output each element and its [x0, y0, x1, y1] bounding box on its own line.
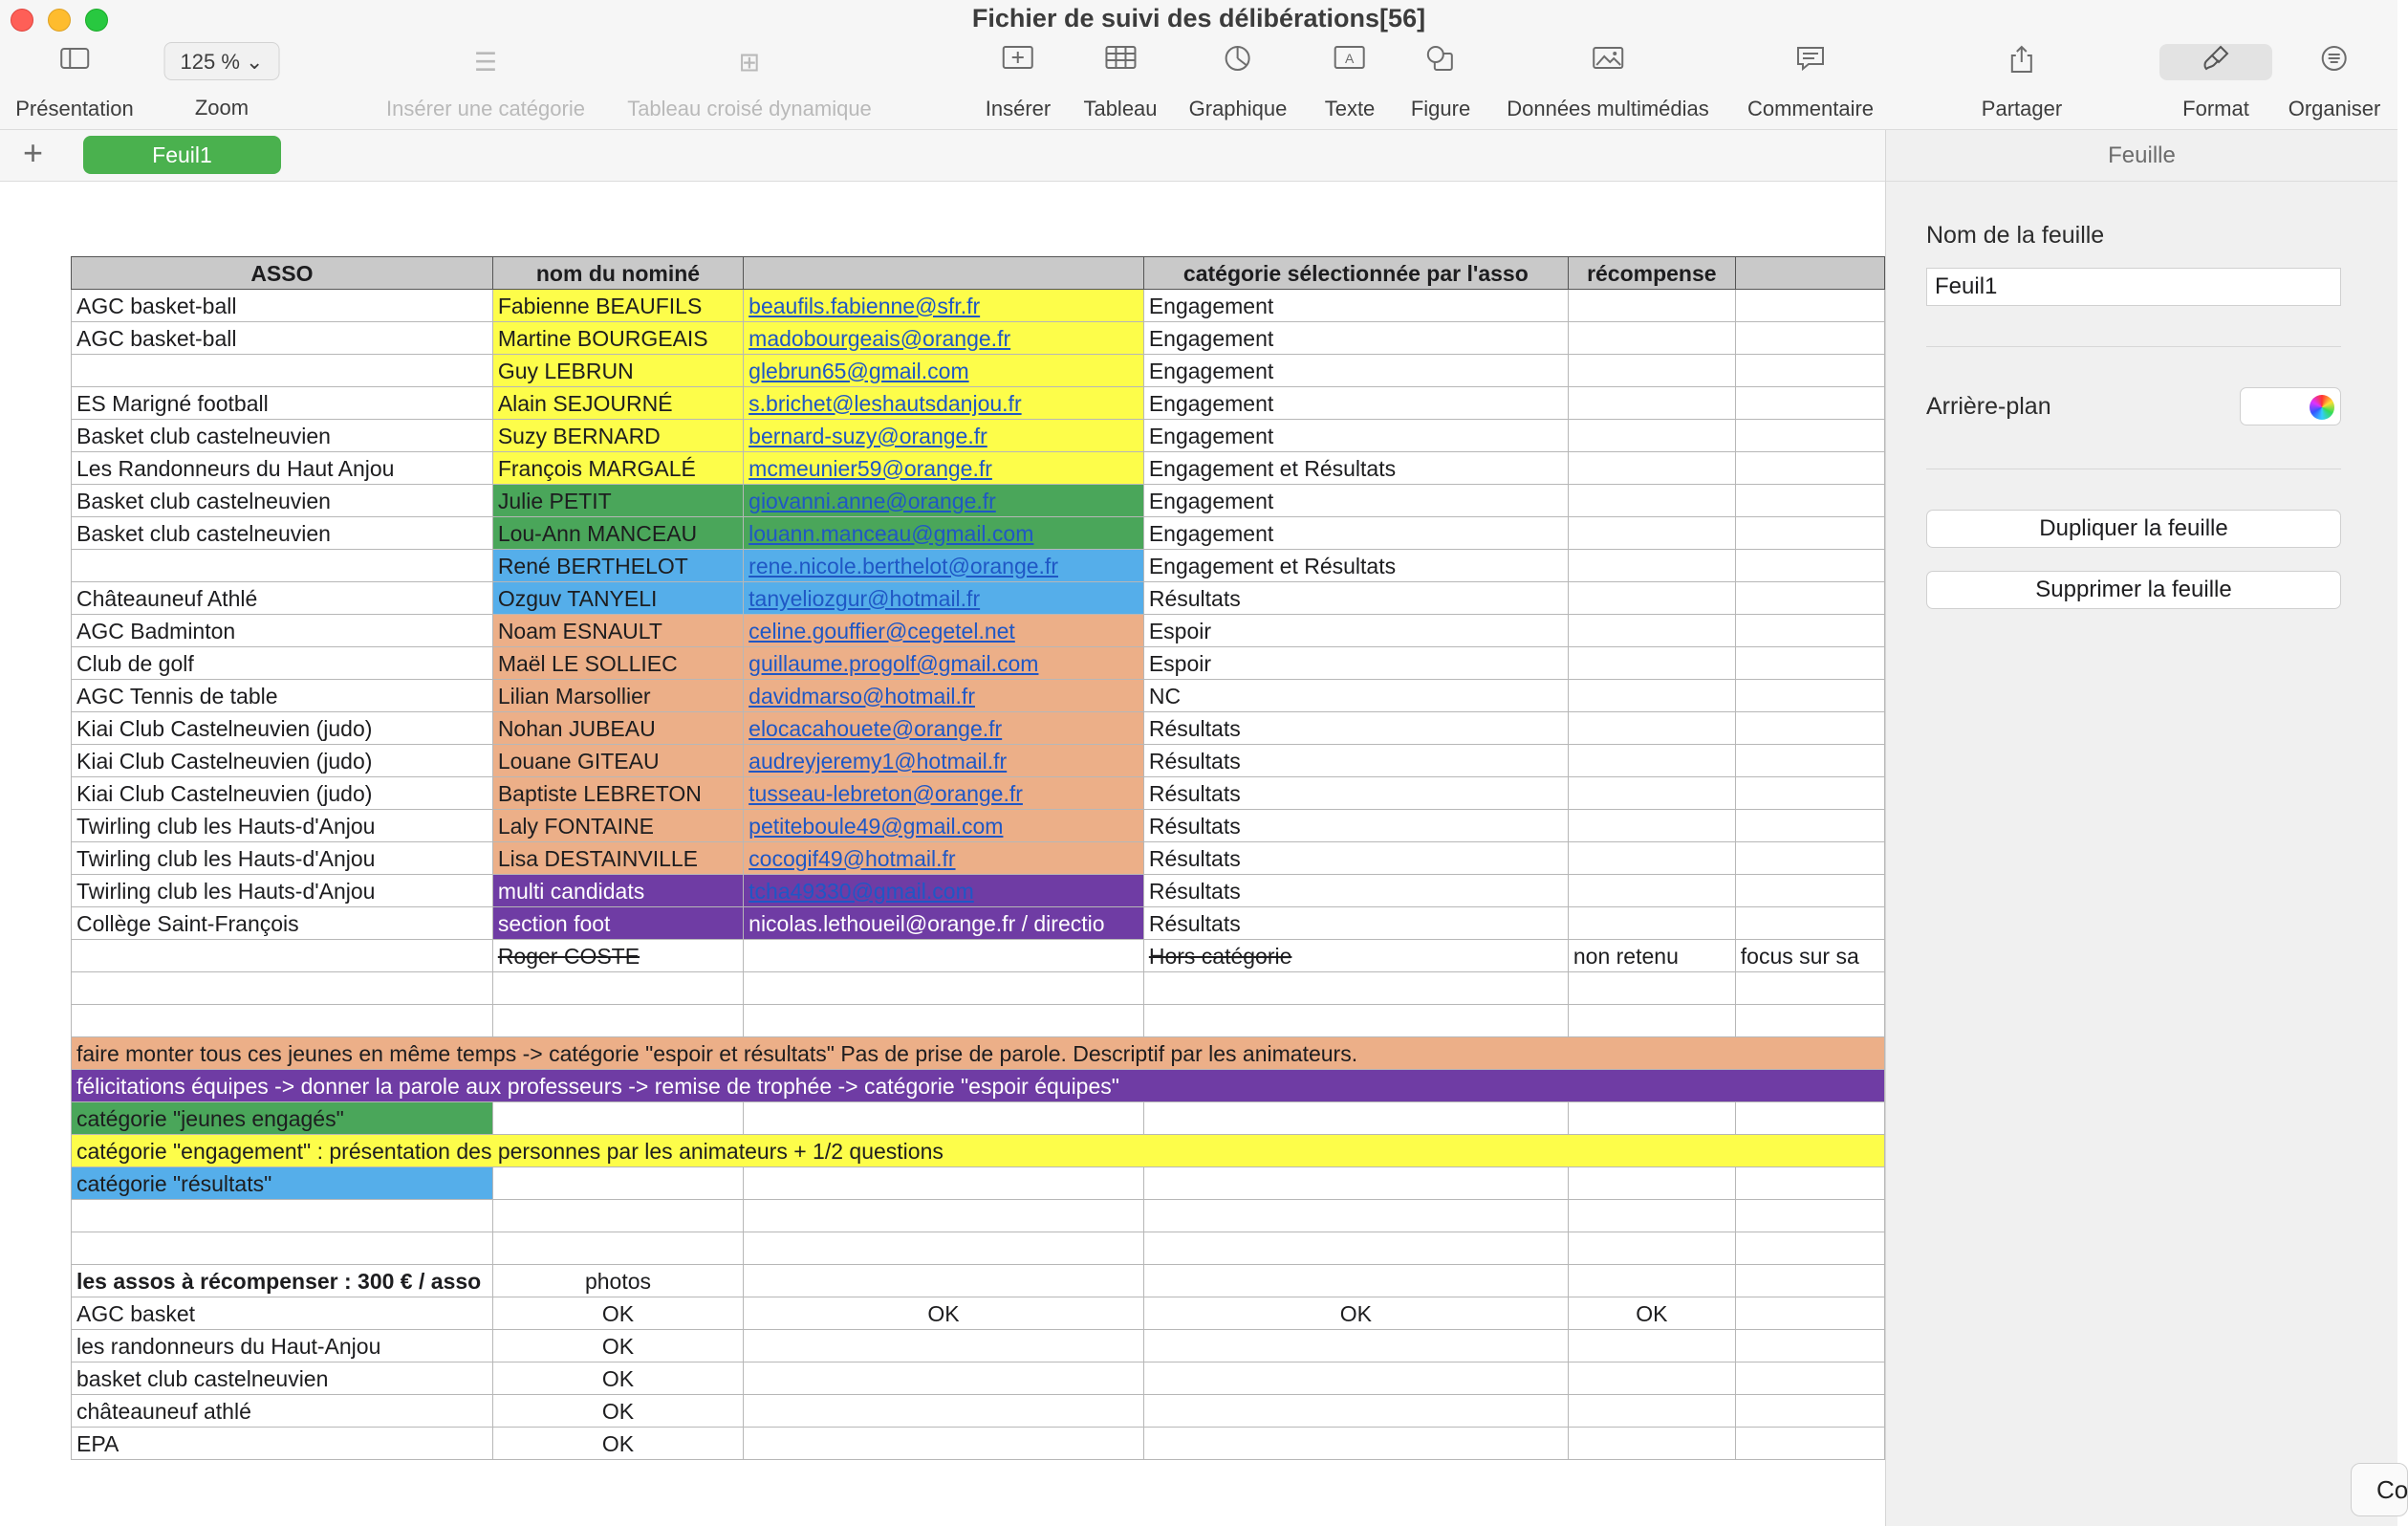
header-cell[interactable] — [1735, 257, 1884, 290]
extra-cell[interactable]: focus sur sa — [1735, 940, 1884, 972]
reward-cell[interactable] — [1568, 875, 1735, 907]
reward-cell[interactable] — [1568, 420, 1735, 452]
empty-cell[interactable] — [1735, 1330, 1884, 1362]
table-row — [72, 680, 1885, 712]
reward-status-cell[interactable] — [1143, 1330, 1568, 1362]
nominee-cell[interactable]: Laly FONTAINE — [492, 810, 743, 842]
empty-cell[interactable] — [492, 1232, 743, 1265]
email-cell[interactable]: mcmeunier59@orange.fr — [744, 452, 1144, 485]
reward-cell[interactable] — [1568, 550, 1735, 582]
table-row — [72, 712, 1885, 745]
email-cell[interactable]: audreyjeremy1@hotmail.fr — [744, 745, 1144, 777]
reward-status-cell[interactable] — [744, 1330, 1144, 1362]
empty-cell[interactable] — [1568, 1005, 1735, 1037]
extra-cell[interactable] — [1735, 550, 1884, 582]
table-row — [72, 907, 1885, 940]
reward-status-cell[interactable]: OK — [492, 1297, 743, 1330]
paintbrush-icon — [2159, 44, 2272, 80]
asso-cell[interactable]: Collège Saint-François — [72, 907, 493, 940]
background-color-well[interactable] — [2240, 387, 2341, 425]
asso-cell[interactable]: AGC basket-ball — [72, 290, 493, 322]
empty-cell[interactable] — [492, 972, 743, 1005]
table-row — [72, 842, 1885, 875]
nominee-cell[interactable]: Nohan JUBEAU — [492, 712, 743, 745]
reward-cell[interactable] — [1568, 517, 1735, 550]
extra-cell[interactable] — [1735, 745, 1884, 777]
legend-row — [72, 1037, 1885, 1070]
nominee-cell[interactable]: Julie PETIT — [492, 485, 743, 517]
empty-cell[interactable] — [1568, 1232, 1735, 1265]
image-icon — [1507, 44, 1709, 80]
reward-cell[interactable] — [1568, 777, 1735, 810]
reward-status-cell[interactable] — [1143, 1395, 1568, 1428]
extra-cell[interactable] — [1735, 680, 1884, 712]
empty-cell[interactable] — [744, 1200, 1144, 1232]
reward-status-cell[interactable] — [744, 1362, 1144, 1395]
asso-cell[interactable] — [72, 550, 493, 582]
nominee-cell[interactable]: Fabienne BEAUFILS — [492, 290, 743, 322]
empty-cell[interactable] — [72, 972, 493, 1005]
asso-cell[interactable]: Twirling club les Hauts-d'Anjou — [72, 810, 493, 842]
email-cell[interactable]: s.brichet@leshautsdanjou.fr — [744, 387, 1144, 420]
table-row — [72, 517, 1885, 550]
asso-cell[interactable] — [72, 940, 493, 972]
empty-cell[interactable] — [744, 972, 1144, 1005]
corner-button[interactable]: Co — [2351, 1463, 2408, 1516]
comment-icon — [1747, 44, 1874, 80]
legend-cell[interactable]: catégorie "engagement" : présentation des personnes par les animateurs + 1/2 questions — [72, 1135, 1885, 1167]
empty-cell[interactable] — [1568, 1167, 1735, 1200]
extra-cell[interactable] — [1735, 322, 1884, 355]
header-cell[interactable]: ASSO — [72, 257, 493, 290]
asso-cell[interactable]: Châteauneuf Athlé — [72, 582, 493, 615]
empty-row — [72, 972, 1885, 1005]
empty-cell[interactable] — [1735, 1362, 1884, 1395]
chart-icon — [1189, 44, 1288, 80]
share-icon — [1982, 44, 2062, 80]
email-cell[interactable]: glebrun65@gmail.com — [744, 355, 1144, 387]
table-row — [72, 420, 1885, 452]
extra-cell[interactable] — [1735, 842, 1884, 875]
category-cell[interactable]: Résultats — [1143, 810, 1568, 842]
empty-cell[interactable] — [72, 1200, 493, 1232]
reward-asso-cell[interactable]: châteauneuf athlé — [72, 1395, 493, 1428]
header-cell[interactable]: nom du nominé — [492, 257, 743, 290]
reward-asso-cell[interactable]: les randonneurs du Haut-Anjou — [72, 1330, 493, 1362]
nominee-cell[interactable]: Lisa DESTAINVILLE — [492, 842, 743, 875]
window-title: Fichier de suivi des délibérations[56] — [971, 4, 1426, 33]
reward-cell[interactable] — [1568, 322, 1735, 355]
extra-cell[interactable] — [1735, 810, 1884, 842]
reward-row — [72, 1297, 1885, 1330]
chevron-down-icon: ⌄ — [246, 50, 264, 74]
category-cell[interactable]: Résultats — [1143, 842, 1568, 875]
legend-cell[interactable]: catégorie "jeunes engagés" — [72, 1102, 493, 1135]
nominee-cell[interactable]: Louane GITEAU — [492, 745, 743, 777]
category-cell[interactable]: Engagement — [1143, 355, 1568, 387]
email-cell[interactable]: tcha49330@gmail.com — [744, 875, 1144, 907]
table-row — [72, 485, 1885, 517]
reward-cell[interactable] — [1568, 355, 1735, 387]
empty-cell[interactable] — [1143, 1102, 1568, 1135]
reward-status-cell[interactable]: OK — [1568, 1297, 1735, 1330]
category-cell[interactable]: Engagement — [1143, 387, 1568, 420]
category-cell[interactable]: Engagement — [1143, 517, 1568, 550]
legend-row — [72, 1135, 1885, 1167]
extra-cell[interactable] — [1735, 420, 1884, 452]
table-row — [72, 777, 1885, 810]
sheet-name-field[interactable] — [1926, 268, 2341, 306]
empty-cell[interactable] — [1735, 1167, 1884, 1200]
table-row — [72, 745, 1885, 777]
table-button[interactable]: Tableau — [1083, 44, 1157, 121]
extra-cell[interactable] — [1735, 907, 1884, 940]
empty-cell[interactable] — [492, 1005, 743, 1037]
legend-cell[interactable]: faire monter tous ces jeunes en même temps -> catégorie "espoir et résultats" Pas de prise de parole. Descriptif par les animateurs. — [72, 1037, 1885, 1070]
email-cell[interactable] — [744, 940, 1144, 972]
reward-status-cell[interactable] — [1143, 1428, 1568, 1460]
reward-cell[interactable] — [1568, 842, 1735, 875]
presentation-button[interactable]: Présentation — [15, 44, 134, 121]
table-row — [72, 355, 1885, 387]
asso-cell[interactable]: Basket club castelneuvien — [72, 420, 493, 452]
sheet-canvas — [0, 182, 1885, 1526]
empty-cell[interactable] — [744, 1102, 1144, 1135]
reward-status-cell[interactable] — [744, 1428, 1144, 1460]
empty-cell[interactable] — [1735, 1265, 1884, 1297]
empty-cell[interactable] — [492, 1167, 743, 1200]
empty-row — [72, 1232, 1885, 1265]
reward-status-cell[interactable]: OK — [492, 1362, 743, 1395]
empty-cell[interactable] — [1143, 1167, 1568, 1200]
extra-cell[interactable] — [1735, 485, 1884, 517]
table-row — [72, 387, 1885, 420]
reward-cell[interactable] — [1568, 745, 1735, 777]
legend-cell[interactable]: catégorie "résultats" — [72, 1167, 493, 1200]
asso-cell[interactable]: Les Randonneurs du Haut Anjou — [72, 452, 493, 485]
email-cell[interactable]: louann.manceau@gmail.com — [744, 517, 1144, 550]
divider — [1926, 346, 2341, 347]
asso-cell[interactable]: Kiai Club Castelneuvien (judo) — [72, 745, 493, 777]
nominee-cell[interactable]: Noam ESNAULT — [492, 615, 743, 647]
empty-cell[interactable] — [744, 1232, 1144, 1265]
shape-button[interactable]: Figure — [1411, 44, 1470, 121]
category-cell[interactable]: Hors catégorie — [1143, 940, 1568, 972]
asso-cell[interactable]: ES Marigné football — [72, 387, 493, 420]
table-row — [72, 810, 1885, 842]
email-cell[interactable]: davidmarso@hotmail.fr — [744, 680, 1144, 712]
extra-cell[interactable] — [1735, 582, 1884, 615]
extra-cell[interactable] — [1735, 355, 1884, 387]
email-cell[interactable]: tanyeliozgur@hotmail.fr — [744, 582, 1144, 615]
table-row — [72, 875, 1885, 907]
category-cell[interactable]: Engagement — [1143, 322, 1568, 355]
empty-cell[interactable] — [744, 1167, 1144, 1200]
table-row — [72, 290, 1885, 322]
empty-cell[interactable] — [1735, 1200, 1884, 1232]
empty-cell[interactable] — [1735, 1297, 1884, 1330]
media-button[interactable]: Données multimédias — [1507, 44, 1709, 121]
rewards-header-row — [72, 1265, 1885, 1297]
legend-row — [72, 1102, 1885, 1135]
empty-cell[interactable] — [1143, 1005, 1568, 1037]
format-inspector — [1885, 130, 2408, 1526]
empty-cell[interactable] — [1568, 1265, 1735, 1297]
category-cell[interactable]: Résultats — [1143, 777, 1568, 810]
nominee-cell[interactable]: section foot — [492, 907, 743, 940]
category-cell[interactable]: Engagement — [1143, 420, 1568, 452]
reward-asso-cell[interactable]: basket club castelneuvien — [72, 1362, 493, 1395]
share-button[interactable]: Partager — [1982, 44, 2062, 121]
category-cell[interactable]: Engagement — [1143, 485, 1568, 517]
category-cell[interactable]: Espoir — [1143, 647, 1568, 680]
email-cell[interactable]: giovanni.anne@orange.fr — [744, 485, 1144, 517]
reward-status-cell[interactable] — [744, 1395, 1144, 1428]
asso-cell[interactable]: Club de golf — [72, 647, 493, 680]
table-row — [72, 550, 1885, 582]
reward-cell[interactable] — [1568, 712, 1735, 745]
empty-cell[interactable] — [744, 1005, 1144, 1037]
text-box-icon — [1325, 44, 1376, 80]
nominee-cell[interactable]: Suzy BERNARD — [492, 420, 743, 452]
empty-cell[interactable] — [1568, 1200, 1735, 1232]
toolbar — [0, 0, 2397, 130]
category-cell[interactable]: Engagement et Résultats — [1143, 550, 1568, 582]
organize-icon — [2289, 44, 2381, 80]
category-cell[interactable]: Résultats — [1143, 875, 1568, 907]
nominee-cell[interactable]: François MARGALÉ — [492, 452, 743, 485]
reward-status-cell[interactable] — [1568, 1428, 1735, 1460]
chart-button[interactable]: Graphique — [1189, 44, 1288, 121]
empty-cell[interactable] — [1143, 1232, 1568, 1265]
asso-cell[interactable]: AGC Tennis de table — [72, 680, 493, 712]
reward-cell[interactable] — [1568, 907, 1735, 940]
insert-category-button[interactable]: ☰ Insérer une catégorie — [386, 44, 585, 121]
header-cell[interactable]: catégorie sélectionnée par l'asso — [1143, 257, 1568, 290]
empty-cell[interactable] — [1143, 1200, 1568, 1232]
reward-cell[interactable] — [1568, 647, 1735, 680]
empty-row — [72, 1200, 1885, 1232]
reward-cell[interactable] — [1568, 452, 1735, 485]
reward-cell[interactable] — [1568, 387, 1735, 420]
extra-cell[interactable] — [1735, 517, 1884, 550]
empty-cell[interactable] — [1735, 972, 1884, 1005]
insert-button[interactable]: Insérer — [986, 44, 1051, 121]
reward-row — [72, 1428, 1885, 1460]
reward-status-cell[interactable]: OK — [492, 1395, 743, 1428]
empty-cell[interactable] — [1143, 972, 1568, 1005]
nominee-cell[interactable]: Ozguv TANYELI — [492, 582, 743, 615]
nominee-cell[interactable]: Martine BOURGEAIS — [492, 322, 743, 355]
asso-cell[interactable]: Kiai Club Castelneuvien (judo) — [72, 712, 493, 745]
duplicate-sheet-button[interactable]: Dupliquer la feuille — [1926, 510, 2341, 548]
empty-cell[interactable] — [72, 1005, 493, 1037]
category-cell[interactable]: NC — [1143, 680, 1568, 712]
nominee-cell[interactable]: Guy LEBRUN — [492, 355, 743, 387]
category-cell[interactable]: Résultats — [1143, 745, 1568, 777]
pivot-table-button[interactable]: ⊞ Tableau croisé dynamique — [627, 44, 872, 121]
legend-cell[interactable]: félicitations équipes -> donner la parole aux professeurs -> remise de trophée -> catégorie "espoir équipes" — [72, 1070, 1885, 1102]
comment-button[interactable]: Commentaire — [1747, 44, 1874, 121]
email-cell[interactable]: petiteboule49@gmail.com — [744, 810, 1144, 842]
pivot-icon: ⊞ — [738, 48, 761, 76]
photos-header-cell[interactable]: photos — [492, 1265, 743, 1297]
header-cell[interactable]: récompense — [1568, 257, 1735, 290]
nominee-cell[interactable]: Lou-Ann MANCEAU — [492, 517, 743, 550]
reward-row — [72, 1395, 1885, 1428]
extra-cell[interactable] — [1735, 777, 1884, 810]
nominee-cell[interactable]: Roger COSTE — [492, 940, 743, 972]
header-row — [72, 257, 1885, 290]
reward-cell[interactable] — [1568, 485, 1735, 517]
empty-cell[interactable] — [1735, 1395, 1884, 1428]
email-cell[interactable]: nicolas.lethoueil@orange.fr / directio — [744, 907, 1144, 940]
add-sheet-button[interactable]: + — [23, 133, 44, 172]
email-cell[interactable]: bernard-suzy@orange.fr — [744, 420, 1144, 452]
reward-cell[interactable] — [1568, 290, 1735, 322]
empty-cell[interactable] — [1735, 1102, 1884, 1135]
extra-cell[interactable] — [1735, 647, 1884, 680]
category-cell[interactable]: Espoir — [1143, 615, 1568, 647]
empty-cell[interactable] — [72, 1232, 493, 1265]
asso-cell[interactable]: Basket club castelneuvien — [72, 517, 493, 550]
email-cell[interactable]: guillaume.progolf@gmail.com — [744, 647, 1144, 680]
email-cell[interactable]: cocogif49@hotmail.fr — [744, 842, 1144, 875]
zoom-value-box[interactable]: 125 % ⌄ — [164, 42, 280, 80]
format-button[interactable]: Format — [2159, 44, 2272, 121]
legend-row — [72, 1070, 1885, 1102]
organize-button[interactable]: Organiser — [2289, 44, 2381, 121]
nominee-cell[interactable]: Maël LE SOLLIEC — [492, 647, 743, 680]
asso-cell[interactable]: Kiai Club Castelneuvien (judo) — [72, 777, 493, 810]
shape-icon — [1411, 44, 1470, 80]
sidebar-icon — [15, 44, 134, 80]
reward-status-cell[interactable] — [1568, 1362, 1735, 1395]
table-row — [72, 647, 1885, 680]
reward-row — [72, 1362, 1885, 1395]
empty-cell[interactable] — [1735, 1428, 1884, 1460]
table-row — [72, 452, 1885, 485]
plus-box-icon — [986, 44, 1051, 80]
nominee-cell[interactable]: René BERTHELOT — [492, 550, 743, 582]
email-cell[interactable]: elocacahouete@orange.fr — [744, 712, 1144, 745]
legend-row — [72, 1167, 1885, 1200]
empty-cell[interactable] — [1143, 1265, 1568, 1297]
nominee-cell[interactable]: Baptiste LEBRETON — [492, 777, 743, 810]
reward-cell[interactable]: non retenu — [1568, 940, 1735, 972]
empty-cell[interactable] — [1568, 1102, 1735, 1135]
empty-cell[interactable] — [492, 1200, 743, 1232]
inspector-title: Feuille — [1886, 130, 2397, 182]
zoom-menu[interactable]: 125 % ⌄ Zoom — [164, 44, 280, 120]
reward-status-cell[interactable] — [1143, 1362, 1568, 1395]
extra-cell[interactable] — [1735, 452, 1884, 485]
empty-cell[interactable] — [1735, 1232, 1884, 1265]
reward-cell[interactable] — [1568, 680, 1735, 712]
reward-asso-cell[interactable]: EPA — [72, 1428, 493, 1460]
background-label: Arrière-plan — [1926, 393, 2051, 420]
empty-cell[interactable] — [744, 1265, 1144, 1297]
category-cell[interactable]: Résultats — [1143, 582, 1568, 615]
nominee-cell[interactable]: Alain SEJOURNÉ — [492, 387, 743, 420]
delete-sheet-button[interactable]: Supprimer la feuille — [1926, 571, 2341, 609]
reward-status-cell[interactable] — [1568, 1395, 1735, 1428]
table-icon — [1083, 44, 1157, 80]
email-cell[interactable]: beaufils.fabienne@sfr.fr — [744, 290, 1144, 322]
rewards-title-cell[interactable]: les assos à récompenser : 300 € / asso — [72, 1265, 493, 1297]
reward-cell[interactable] — [1568, 615, 1735, 647]
empty-cell[interactable] — [1568, 972, 1735, 1005]
email-cell[interactable]: celine.gouffier@cegetel.net — [744, 615, 1144, 647]
empty-row — [72, 1005, 1885, 1037]
reward-status-cell[interactable]: OK — [744, 1297, 1144, 1330]
nominee-cell[interactable]: multi candidats — [492, 875, 743, 907]
table-row — [72, 940, 1885, 972]
empty-cell[interactable] — [1735, 1005, 1884, 1037]
nominee-cell[interactable]: Lilian Marsollier — [492, 680, 743, 712]
text-button[interactable]: A Texte — [1325, 44, 1376, 121]
table-row — [72, 615, 1885, 647]
asso-cell[interactable]: AGC Badminton — [72, 615, 493, 647]
table-row — [72, 322, 1885, 355]
extra-cell[interactable] — [1735, 615, 1884, 647]
reward-status-cell[interactable]: OK — [492, 1428, 743, 1460]
reward-status-cell[interactable]: OK — [492, 1330, 743, 1362]
empty-cell[interactable] — [492, 1102, 743, 1135]
extra-cell[interactable] — [1735, 712, 1884, 745]
extra-cell[interactable] — [1735, 290, 1884, 322]
color-wheel-icon[interactable] — [2310, 395, 2334, 420]
tab-feuil1[interactable]: Feuil1 — [83, 136, 281, 174]
svg-text:A: A — [1345, 51, 1355, 66]
sheet-name-label: Nom de la feuille — [1926, 222, 2105, 249]
sheet-tab-bar — [0, 130, 1885, 182]
table-row — [72, 582, 1885, 615]
category-cell[interactable]: Résultats — [1143, 907, 1568, 940]
email-cell[interactable]: madobourgeais@orange.fr — [744, 322, 1144, 355]
reward-row — [72, 1330, 1885, 1362]
extra-cell[interactable] — [1735, 875, 1884, 907]
category-cell[interactable]: Résultats — [1143, 712, 1568, 745]
category-cell[interactable]: Engagement et Résultats — [1143, 452, 1568, 485]
extra-cell[interactable] — [1735, 387, 1884, 420]
asso-cell[interactable]: AGC basket-ball — [72, 322, 493, 355]
spreadsheet-table — [71, 256, 1885, 1460]
asso-cell[interactable] — [72, 355, 493, 387]
header-cell[interactable] — [744, 257, 1144, 290]
reward-status-cell[interactable]: OK — [1143, 1297, 1568, 1330]
category-cell[interactable]: Engagement — [1143, 290, 1568, 322]
reward-asso-cell[interactable]: AGC basket — [72, 1297, 493, 1330]
asso-cell[interactable]: Twirling club les Hauts-d'Anjou — [72, 875, 493, 907]
reward-cell[interactable] — [1568, 582, 1735, 615]
reward-cell[interactable] — [1568, 810, 1735, 842]
reward-status-cell[interactable] — [1568, 1330, 1735, 1362]
asso-cell[interactable]: Basket club castelneuvien — [72, 485, 493, 517]
email-cell[interactable]: rene.nicole.berthelot@orange.fr — [744, 550, 1144, 582]
email-cell[interactable]: tusseau-lebreton@orange.fr — [744, 777, 1144, 810]
list-icon: ☰ — [473, 48, 498, 76]
asso-cell[interactable]: Twirling club les Hauts-d'Anjou — [72, 842, 493, 875]
